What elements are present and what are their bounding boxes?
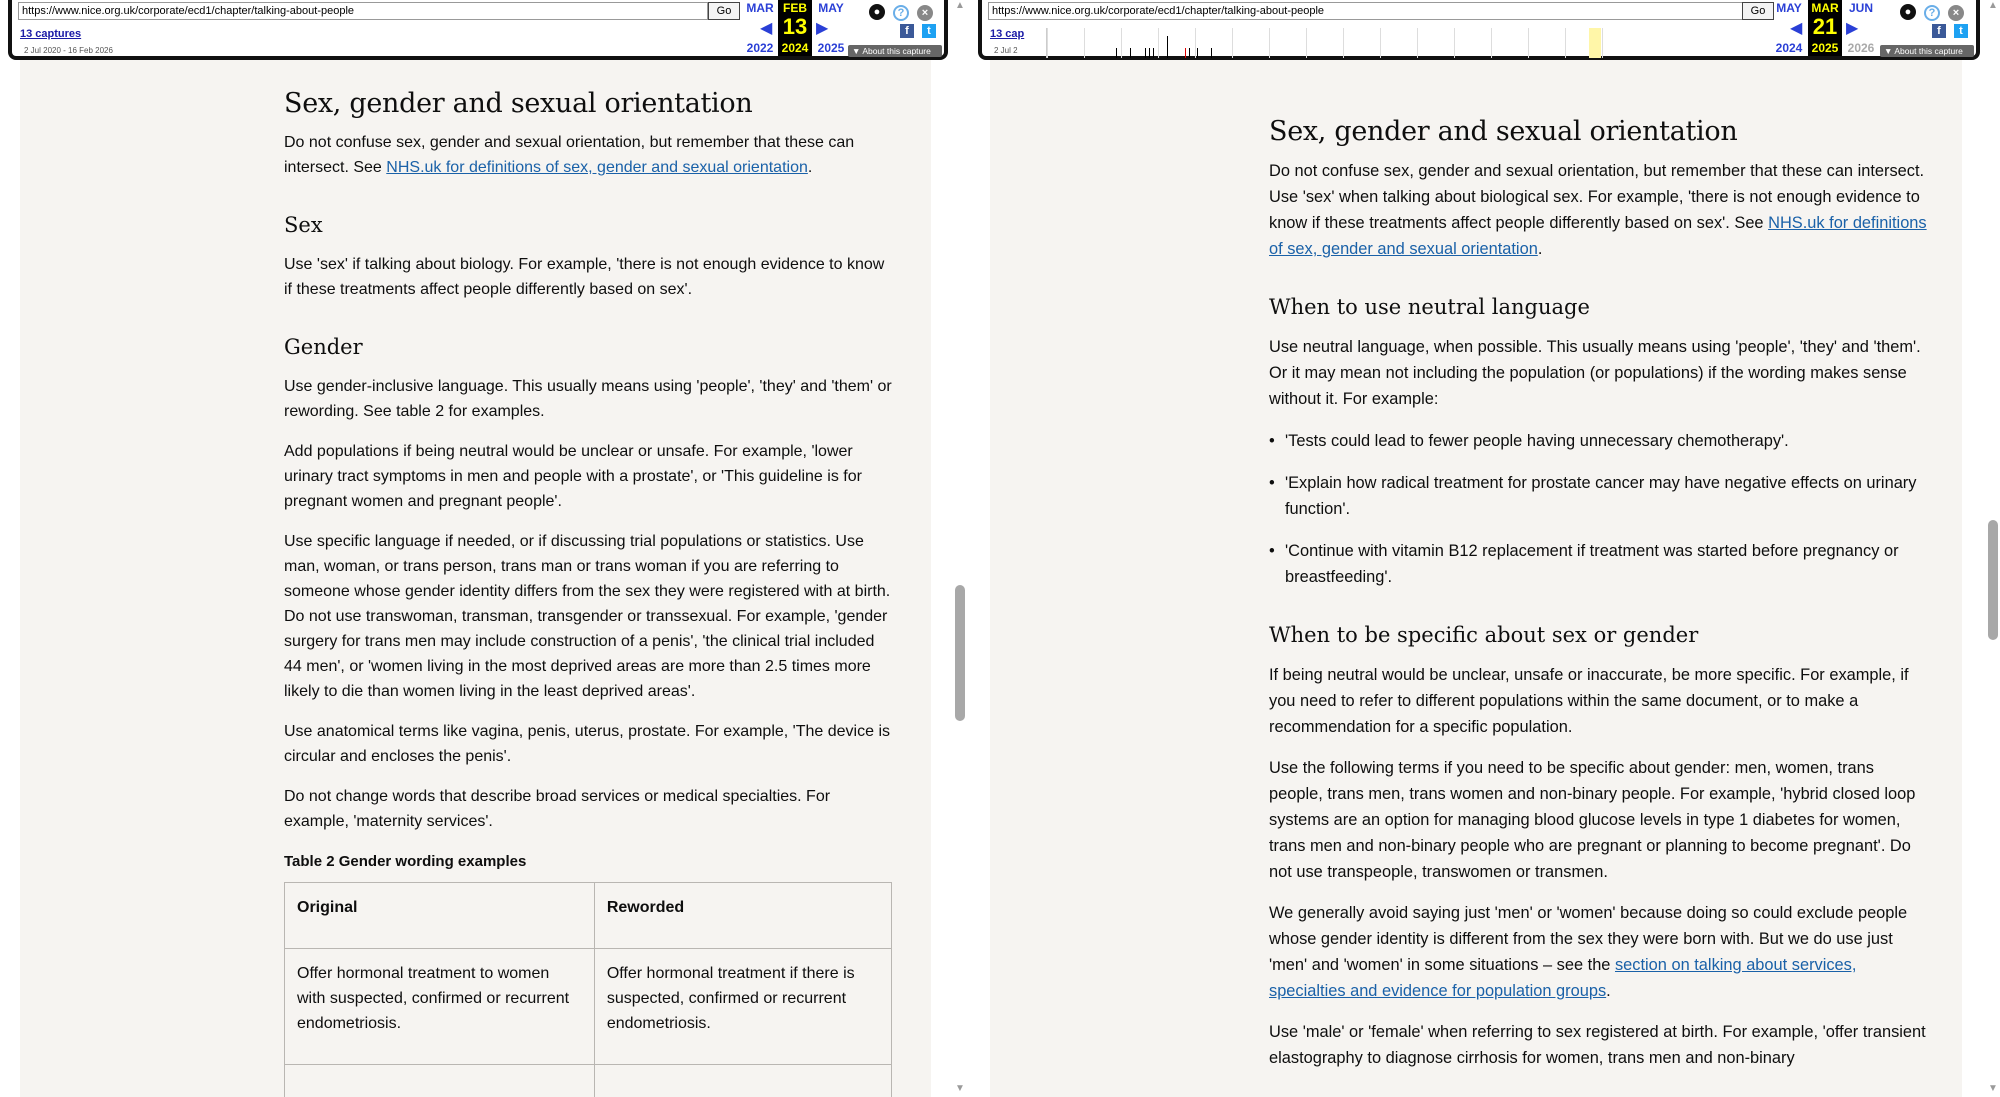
paragraph xyxy=(284,130,894,180)
timeline-gridline xyxy=(1232,28,1233,58)
text: Use anatomical terms like vagina, penis, uterus, prostate. For example, 'The device is circular and encloses the penis'. xyxy=(284,723,890,765)
right-browser-pane xyxy=(972,0,2000,1097)
timeline-capture-tick xyxy=(1185,48,1186,58)
paragraph xyxy=(284,439,894,514)
prev-arrow-icon[interactable]: ◀ xyxy=(1790,20,1803,37)
table-cell xyxy=(594,1065,891,1097)
table-cell: Offer hormonal treatment if there is suspected, confirmed or recurrent endometriosis. xyxy=(594,949,891,1065)
table-caption: Table 2 Gender wording examples xyxy=(284,853,527,870)
timeline-gridline xyxy=(1565,28,1566,58)
paragraph xyxy=(284,374,894,424)
prev-month: MAY xyxy=(1776,1,1802,15)
close-icon[interactable]: × xyxy=(917,5,933,21)
text: . xyxy=(807,159,813,176)
column-header: Original xyxy=(285,883,595,949)
list-item: • 'Continue with vitamin B12 replacement if treatment was started before pregnancy or breastfeeding'. xyxy=(1285,538,1929,590)
captures-link[interactable]: 13 captures xyxy=(20,28,82,40)
url-input[interactable]: https://www.nice.org.uk/corporate/ecd1/chapter/talking-about-people xyxy=(18,2,708,20)
text: Use gender-inclusive language. This usually means using 'people', 'they' and 'them' or rewording. See table 2 for examples. xyxy=(284,378,892,420)
current-capture xyxy=(1808,0,1842,56)
subsection-heading: Gender xyxy=(284,335,363,359)
next-capture[interactable] xyxy=(814,0,848,56)
about-label: About this capture xyxy=(862,46,931,56)
gender-wording-table xyxy=(284,882,892,1097)
timeline-gridline xyxy=(1269,28,1270,58)
prev-month: MAR xyxy=(746,1,774,15)
prev-year: 2022 xyxy=(746,41,774,55)
wayback-toolbar xyxy=(8,0,948,60)
scroll-up-arrow[interactable]: ▲ xyxy=(955,0,965,11)
close-icon[interactable]: × xyxy=(1948,5,1964,21)
paragraph xyxy=(1269,334,1929,412)
text: . xyxy=(1606,982,1611,1000)
paragraph xyxy=(284,719,894,769)
next-year: 2026 xyxy=(1847,41,1875,55)
paragraph xyxy=(284,252,894,302)
capture-range: 2 Jul 2020 - 16 Feb 2026 xyxy=(24,46,113,55)
paragraph xyxy=(1269,755,1929,885)
timeline-gridline xyxy=(1047,28,1048,58)
current-capture xyxy=(778,0,812,56)
next-capture[interactable] xyxy=(1844,0,1878,56)
facebook-icon[interactable]: f xyxy=(1932,24,1946,38)
facebook-icon[interactable]: f xyxy=(900,24,914,38)
timeline-capture-tick xyxy=(1211,48,1212,58)
paragraph xyxy=(1269,158,1929,262)
timeline-gridline xyxy=(1417,28,1418,58)
text: Do not confuse sex, gender and sexual orientation, but remember that these can intersect. See xyxy=(284,134,855,176)
subsection-heading: When to be specific about sex or gender xyxy=(1269,623,1699,647)
timeline-gridline xyxy=(1380,28,1381,58)
capture-timeline[interactable] xyxy=(1046,28,1621,58)
text: Use specific language if needed, or if discussing trial populations or statistics. Use man, woman, or trans person, trans man or trans woman if you are referring to someone whose gender identity differs from the sex they were registered with at birth. Do not use transwoman, transman, transgender or transsexual. For example, 'gender surgery for trans men may include construction of a penis', 'the clinical trial included 44 men', or 'women living in the most deprived areas are more than 2.5 times more likely to die than women living in the least deprived areas'. xyxy=(284,533,891,700)
timeline-gridline xyxy=(1602,28,1603,58)
paragraph xyxy=(284,784,894,834)
scroll-down-arrow[interactable]: ▼ xyxy=(1988,1083,1998,1094)
text: Use the following terms if you need to be specific about gender: men, women, trans people, trans men, trans women and non-binary people. For example, 'hybrid closed loop systems are an option for managing blood glucose levels in type 1 diabetes for women, trans men and non-binary people who are pregnant or planning to become pregnant'. Do not use transpeople, transwomen or transmen. xyxy=(1269,759,1916,881)
timeline-capture-tick xyxy=(1145,48,1146,58)
about-capture-button[interactable]: ▼ About this capture xyxy=(848,45,942,57)
text: Use 'sex' if talking about biology. For example, 'there is not enough evidence to know if these treatments affect people differently based on sex'. xyxy=(284,256,885,298)
timeline-current-highlight xyxy=(1589,28,1601,58)
paragraph xyxy=(1269,662,1929,740)
current-day: 13 xyxy=(782,14,808,39)
timeline-capture-tick xyxy=(1189,48,1190,58)
timeline-capture-tick xyxy=(1167,36,1168,58)
table-header-row xyxy=(285,883,892,949)
current-year: 2025 xyxy=(1811,41,1839,55)
inline-link[interactable]: NHS.uk for definitions of sex, gender and sexual orientation xyxy=(386,159,808,176)
prev-year: 2024 xyxy=(1775,41,1803,55)
next-month: JUN xyxy=(1848,1,1873,15)
scroll-down-arrow[interactable]: ▼ xyxy=(955,1083,965,1094)
scroll-up-arrow[interactable]: ▲ xyxy=(1988,0,1998,11)
text: If being neutral would be unclear, unsafe or inaccurate, be more specific. For example, if you need to refer to different populations within the same document, or to make a recommendation for a specific population. xyxy=(1269,666,1909,736)
text: . xyxy=(1537,240,1543,258)
bullet-list xyxy=(1285,428,1929,590)
page-content xyxy=(990,0,1962,1097)
user-icon[interactable]: ● xyxy=(1900,4,1916,20)
scrollbar-thumb[interactable] xyxy=(1988,520,1998,640)
text: Do not change words that describe broad services or medical specialties. For example, 'maternity services'. xyxy=(284,788,831,830)
timeline-gridline xyxy=(1343,28,1344,58)
paragraph xyxy=(1269,1019,1929,1071)
timeline-gridline xyxy=(1158,28,1159,58)
current-year: 2024 xyxy=(781,41,809,55)
go-button[interactable]: Go xyxy=(1742,2,1774,20)
current-month: FEB xyxy=(783,1,807,15)
timeline-gridline xyxy=(1528,28,1529,58)
table-cell: Offer hormonal treatment to women with suspected, confirmed or recurrent endometriosis. xyxy=(285,949,595,1065)
section-heading: Sex, gender and sexual orientation xyxy=(284,88,753,119)
left-browser-pane xyxy=(0,0,968,1097)
about-capture-button[interactable]: ▼ About this capture xyxy=(1880,45,1974,57)
timeline-gridline xyxy=(1195,28,1196,58)
subsection-heading: When to use neutral language xyxy=(1269,295,1590,319)
url-input[interactable]: https://www.nice.org.uk/corporate/ecd1/chapter/talking-about-people xyxy=(988,2,1743,20)
inline-link[interactable]: section on talking about services, specialties and evidence for population groups xyxy=(1269,956,1857,1000)
timeline-capture-tick xyxy=(1197,48,1198,58)
paragraph xyxy=(1269,900,1929,1004)
timeline-gridline xyxy=(1491,28,1492,58)
timeline-capture-tick xyxy=(1153,48,1154,58)
about-label: About this capture xyxy=(1894,46,1963,56)
captures-link[interactable]: 13 cap xyxy=(990,28,1025,40)
list-item: • 'Tests could lead to fewer people having unnecessary chemotherapy'. xyxy=(1285,428,1929,454)
table-cell xyxy=(285,1065,595,1097)
paragraph xyxy=(284,529,894,704)
inline-link[interactable]: NHS.uk for definitions of sex, gender and sexual orientation xyxy=(1269,214,1927,258)
next-month: MAY xyxy=(818,1,844,15)
user-icon[interactable]: ● xyxy=(869,4,885,20)
twitter-icon[interactable]: t xyxy=(1954,24,1968,38)
column-header: Reworded xyxy=(594,883,891,949)
current-day: 21 xyxy=(1812,14,1838,39)
capture-range: 2 Jul 2 xyxy=(994,46,1018,55)
subsection-heading: Sex xyxy=(284,213,323,237)
timeline-capture-tick xyxy=(1116,48,1117,58)
next-arrow-icon[interactable]: ▶ xyxy=(1846,20,1859,37)
page-content xyxy=(20,0,931,1097)
twitter-icon[interactable]: t xyxy=(922,24,936,38)
next-year: 2025 xyxy=(817,41,845,55)
table-row xyxy=(285,949,892,1065)
timeline-capture-tick xyxy=(1149,48,1150,58)
timeline-gridline xyxy=(1306,28,1307,58)
prev-arrow-icon[interactable]: ◀ xyxy=(760,20,773,37)
timeline-gridline xyxy=(1121,28,1122,58)
text: We generally avoid saying just 'men' or 'women' because doing so could exclude people whose gender identity is different from the sex they were born with. But we do use just 'men' and 'women' in some situations – see the xyxy=(1269,904,1908,974)
timeline-gridline xyxy=(1454,28,1455,58)
help-icon[interactable]: ? xyxy=(893,5,909,21)
scrollbar-thumb[interactable] xyxy=(955,585,965,721)
wayback-toolbar xyxy=(978,0,1980,60)
list-item: • 'Explain how radical treatment for prostate cancer may have negative effects on urinary function'. xyxy=(1285,470,1929,522)
table-row xyxy=(285,1065,892,1097)
article xyxy=(284,86,894,1097)
text: Add populations if being neutral would be unclear or unsafe. For example, 'lower urinary tract symptoms in men and people with a prostate', or 'This guideline is for pregnant women and pregnant people'. xyxy=(284,443,862,510)
timeline-capture-tick xyxy=(1130,48,1131,58)
text: Do not confuse sex, gender and sexual orientation, but remember that these can intersect. Use 'sex' when talking about biological sex. For example, 'there is not enough evidence to know if these treatments affect people differently based on sex'. See xyxy=(1269,162,1925,232)
section-heading: Sex, gender and sexual orientation xyxy=(1269,116,1738,147)
text: Use neutral language, when possible. This usually means using 'people', 'they' and 'them'. Or it may mean not including the population (or populations) if the wording makes sense without it. For example: xyxy=(1269,338,1921,408)
timeline-gridline xyxy=(1084,28,1085,58)
current-month: MAR xyxy=(1811,1,1839,15)
next-arrow-icon[interactable]: ▶ xyxy=(816,20,829,37)
go-button[interactable]: Go xyxy=(708,2,740,20)
text: Use 'male' or 'female' when referring to sex registered at birth. For example, 'offer transient elastography to diagnose cirrhosis for women, trans men and non-binary xyxy=(1269,1023,1926,1067)
help-icon[interactable]: ? xyxy=(1924,5,1940,21)
article xyxy=(1269,114,1929,1086)
